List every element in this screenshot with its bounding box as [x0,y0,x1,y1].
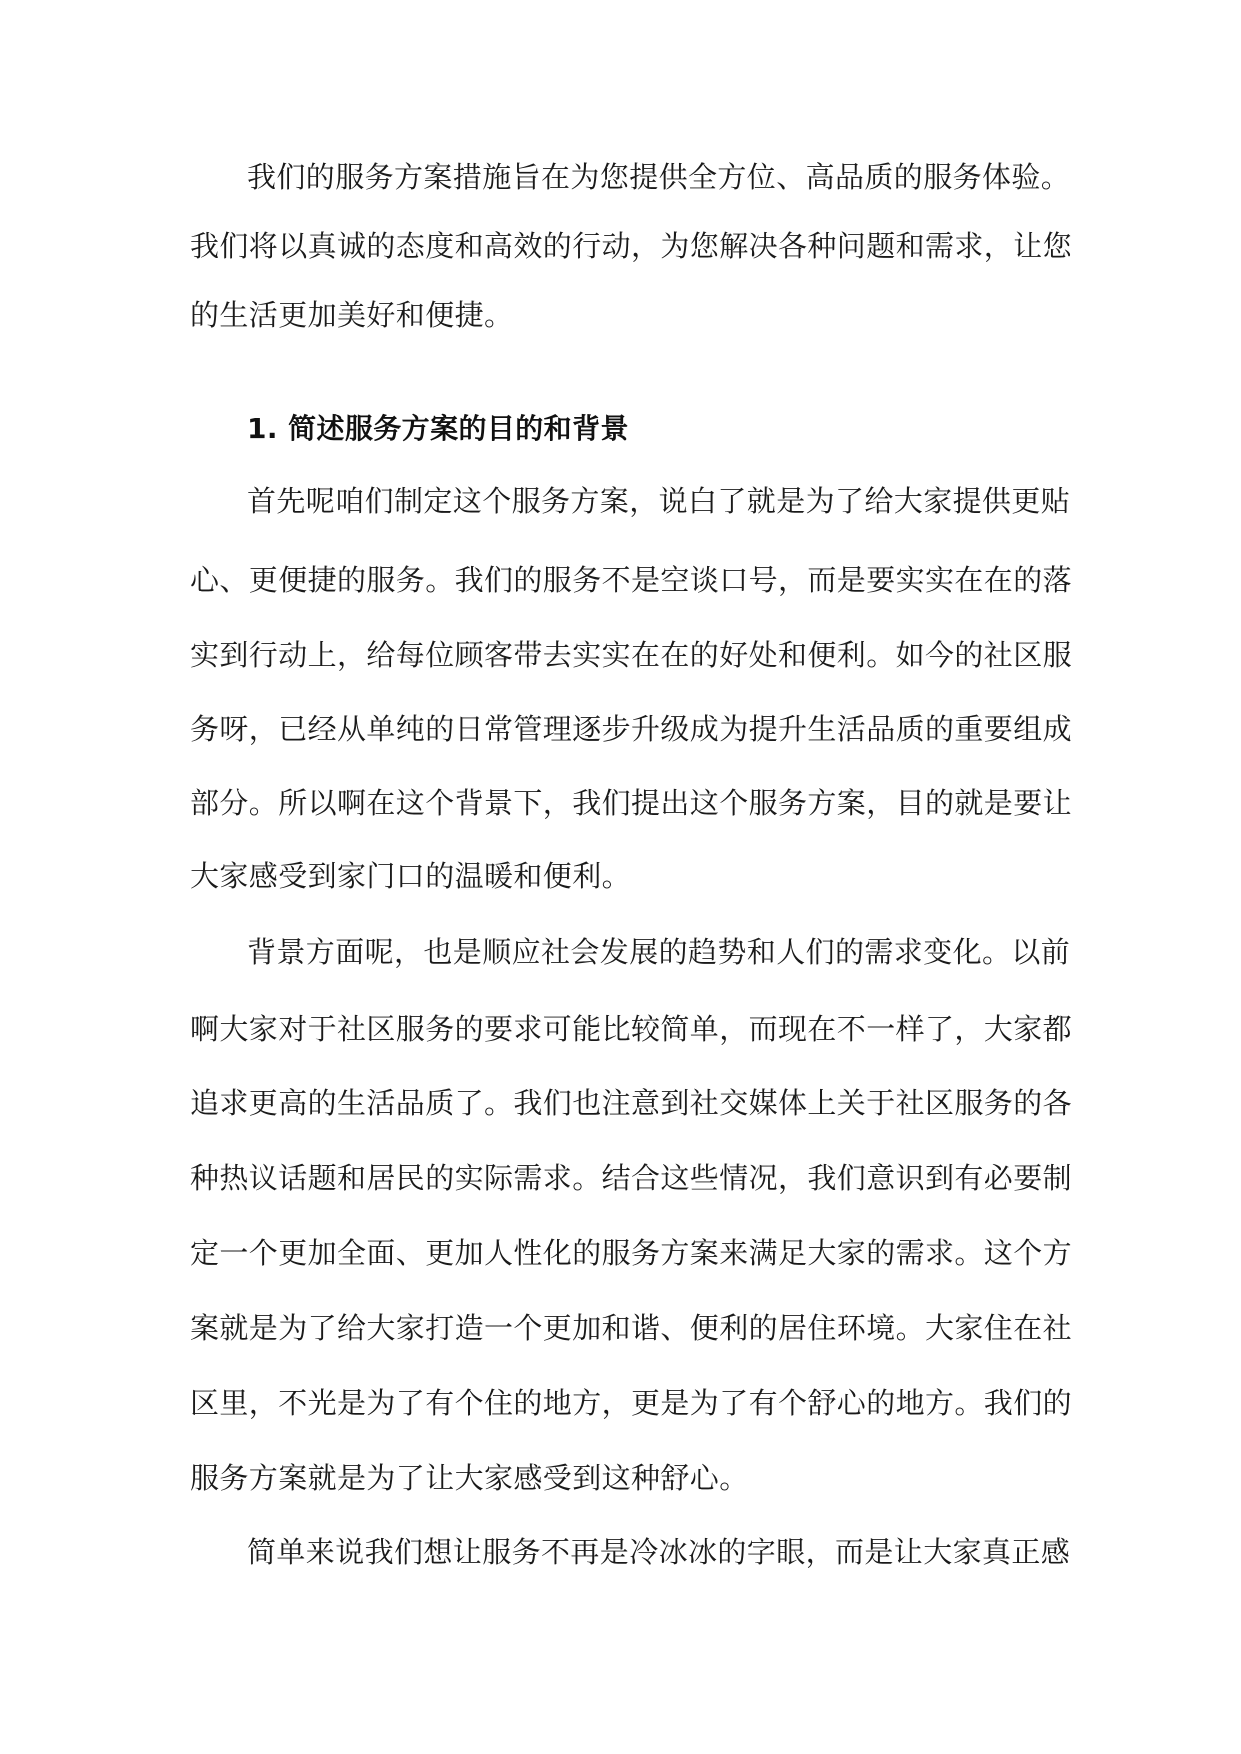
paragraph-line: 首先呢咱们制定这个服务方案，说白了就是为了给大家提供更贴 [247,484,1071,518]
paragraph-line: 我们的服务方案措施旨在为您提供全方位、高品质的服务体验。 [247,160,1071,194]
paragraph-line: 案就是为了给大家打造一个更加和谐、便利的居住环境。大家住在社 [190,1311,1073,1345]
paragraph-line: 部分。所以啊在这个背景下，我们提出这个服务方案，目的就是要让 [190,786,1073,820]
paragraph-line: 背景方面呢，也是顺应社会发展的趋势和人们的需求变化。以前 [247,935,1071,969]
paragraph-line: 定一个更加全面、更加人性化的服务方案来满足大家的需求。这个方 [190,1236,1073,1270]
paragraph-line: 追求更高的生活品质了。我们也注意到社交媒体上关于社区服务的各 [190,1086,1073,1120]
paragraph-line: 我们将以真诚的态度和高效的行动，为您解决各种问题和需求，让您 [190,229,1073,263]
paragraph-line: 心、更便捷的服务。我们的服务不是空谈口号，而是要实实在在的落 [190,563,1073,597]
paragraph-line: 的生活更加美好和便捷。 [190,298,514,332]
paragraph-line: 种热议话题和居民的实际需求。结合这些情况，我们意识到有必要制 [190,1161,1073,1195]
section-heading: 1. 简述服务方案的目的和背景 [247,412,629,445]
paragraph-line: 服务方案就是为了让大家感受到这种舒心。 [190,1461,749,1495]
paragraph-line: 大家感受到家门口的温暖和便利。 [190,859,632,893]
paragraph-line: 区里，不光是为了有个住的地方，更是为了有个舒心的地方。我们的 [190,1386,1073,1420]
paragraph-line: 务呀，已经从单纯的日常管理逐步升级成为提升生活品质的重要组成 [190,712,1073,746]
paragraph-line: 实到行动上，给每位顾客带去实实在在的好处和便利。如今的社区服 [190,638,1073,672]
paragraph-line: 简单来说我们想让服务不再是冷冰冰的字眼，而是让大家真正感 [247,1535,1071,1569]
paragraph-line: 啊大家对于社区服务的要求可能比较简单，而现在不一样了，大家都 [190,1012,1073,1046]
